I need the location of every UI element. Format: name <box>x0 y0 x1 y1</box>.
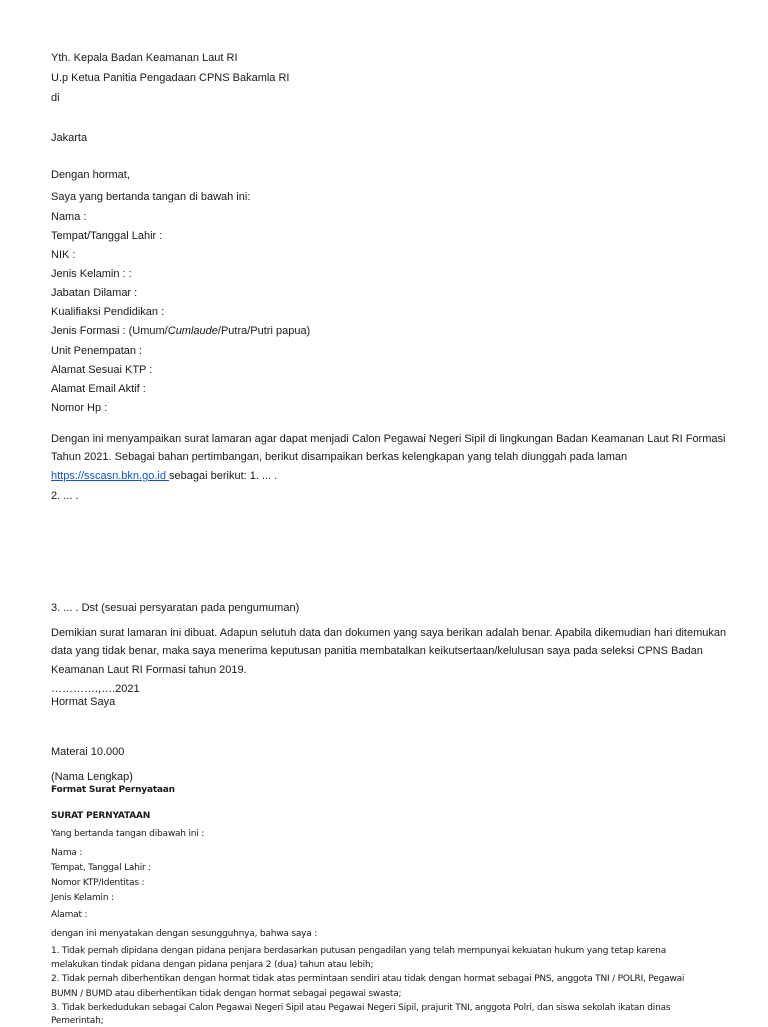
closing: Hormat Saya <box>51 696 116 708</box>
field-email: Alamat Email Aktif : <box>51 383 146 395</box>
field-nama: Nama : <box>51 211 87 223</box>
format-title: Format Surat Pernyataan <box>51 785 175 795</box>
para2-line2: data yang tidak benar, maka saya menerima keputusan panitia membatalkan keikutsertaan/kelulusan saya pada seleksi CPNS Badan <box>51 645 703 657</box>
statement-point1-line2: melakukan tindak pidana dengan pidana penjara 2 (dua) tahun atau lebih; <box>51 960 374 970</box>
para1-line1: Dengan ini menyampaikan surat lamaran agar dapat menjadi Calon Pegawai Negeri Sipil di lingkungan Badan Keamanan Laut RI Formasi <box>51 433 726 445</box>
statement-title: SURAT PERNYATAAN <box>51 811 151 821</box>
para2-line1: Demikian surat lamaran ini dibuat. Adapun selutuh data dan dokumen yang saya berikan adalah benar. Apabila dikemudian hari ditemukan <box>51 627 727 639</box>
formasi-italic: Cumlaude <box>167 325 218 337</box>
formasi-post: /Putra/Putri papua) <box>217 325 311 337</box>
materai: Materai 10.000 <box>51 746 125 758</box>
sscasn-link[interactable]: https://sscasn.bkn.go.id <box>51 470 170 482</box>
statement-nama: Nama : <box>51 848 83 858</box>
field-nik: NIK : <box>51 249 76 261</box>
field-alamat: Alamat Sesuai KTP : <box>51 364 153 376</box>
statement-declare: dengan ini menyatakan dengan sesungguhnya, bahwa saya : <box>51 929 318 939</box>
field-unit: Unit Penempatan : <box>51 345 143 357</box>
statement-point3-line1: 3. Tidak berkedudukan sebagai Calon Pegawai Negeri Sipil atau Pegawai Negeri Sipil, prajurit TNI, anggota Polri, dan siswa sekolah ikatan dinas <box>51 1003 671 1013</box>
statement-ktp: Nomor KTP/Identitas : <box>51 878 145 888</box>
addressee-line-1: Yth. Kepala Badan Keamanan Laut RI <box>51 52 238 64</box>
para2-line3: Keamanan Laut RI Formasi tahun 2019. <box>51 664 247 676</box>
statement-alamat: Alamat : <box>51 910 88 920</box>
formasi-pre: Jenis Formasi : (Umum/ <box>51 325 168 337</box>
para1-line2: Tahun 2021. Sebagai bahan pertimbangan, berikut disampaikan berkas kelengkapan yang telah diunggah pada laman <box>51 451 628 463</box>
field-jabatan: Jabatan Dilamar : <box>51 287 138 299</box>
date-line: ………….,….2021 <box>51 683 140 695</box>
statement-point1-line1: 1. Tidak pernah dipidana dengan pidana penjara berdasarkan putusan pengadilan yang telah mempunyai kekuatan hukum yang tetap karena <box>51 946 667 956</box>
statement-point2-line2: BUMN / BUMD atau diberhentikan tidak dengan hormat sebagai pegawai swasta; <box>51 989 402 999</box>
statement-point2-line1: 2. Tidak pernah diberhentikan dengan hormat tidak atas permintaan sendiri atau tidak dengan hormat sebagai PNS, anggota TNI / POLRI, Pegawai <box>51 974 685 984</box>
field-ttl: Tempat/Tanggal Lahir : <box>51 230 163 242</box>
field-formasi <box>51 324 310 338</box>
intro-line: Saya yang bertanda tangan di bawah ini: <box>51 191 251 203</box>
statement-ttl: Tempat, Tanggal Lahir : <box>51 863 152 873</box>
item-2: 2. ... . <box>51 490 79 502</box>
field-kualifikasi: Kualifiaksi Pendidikan : <box>51 306 165 318</box>
addressee-line-2: U.p Ketua Panitia Pengadaan CPNS Bakamla RI <box>51 72 290 84</box>
item-3: 3. ... . Dst (sesuai persyaratan pada pengumuman) <box>51 602 300 614</box>
statement-intro: Yang bertanda tangan dibawah ini : <box>51 829 205 839</box>
field-jenis-kelamin: Jenis Kelamin : : <box>51 268 132 280</box>
addressee-city: Jakarta <box>51 132 88 144</box>
statement-jenis-kelamin: Jenis Kelamin : <box>51 893 114 903</box>
para1-line3 <box>51 469 277 483</box>
addressee-di: di <box>51 92 60 104</box>
nama-lengkap: (Nama Lengkap) <box>51 771 133 783</box>
field-hp: Nomor Hp : <box>51 402 108 414</box>
statement-point3-line2: Pemerintah; <box>51 1016 104 1026</box>
greeting: Dengan hormat, <box>51 169 130 181</box>
para1-line3-text: sebagai berikut: 1. ... . <box>169 470 278 482</box>
